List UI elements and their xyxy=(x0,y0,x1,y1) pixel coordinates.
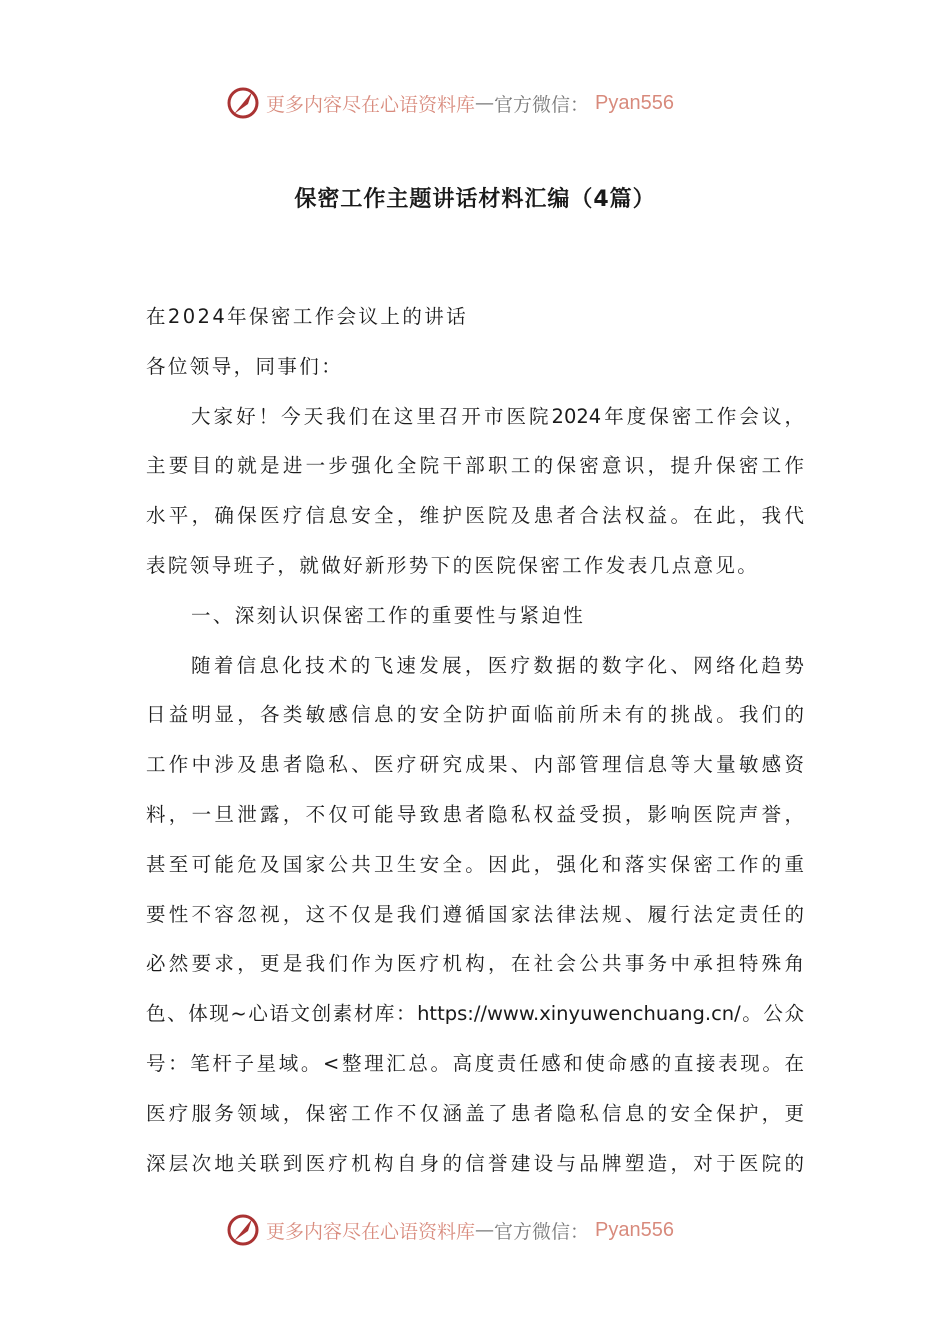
text-line xyxy=(191,602,804,630)
text-line xyxy=(146,1100,804,1128)
text-line-content: 各位领导，同事们： xyxy=(146,354,344,378)
watermark-id: Pyan556 xyxy=(595,91,674,114)
text-line-content: 表院领导班子，就做好新形势下的医院保密工作发表几点意见。 xyxy=(146,554,760,577)
watermark-label: 官方微信： xyxy=(494,93,590,116)
text-line xyxy=(146,701,804,729)
text-line xyxy=(146,353,804,381)
text-line-content: 一、深刻认识保密工作的重要性与紧迫性 xyxy=(191,603,586,627)
text-line-content: 要性不容忽视，这不仅是我们遵循国家法律法规、履行法定责任的 xyxy=(146,902,804,926)
text-line xyxy=(146,1050,804,1078)
text-line-content: 工作中涉及患者隐私、医疗研究成果、内部管理信息等大量敏感资 xyxy=(146,753,804,777)
text-line-content: 水平，确保医疗信息安全，维护医院及患者合法权益。在此，我代 xyxy=(146,504,804,528)
header-watermark xyxy=(226,83,674,123)
text-line-content: 医疗服务领域，保密工作不仅涵盖了患者隐私信息的安全保护，更 xyxy=(146,1101,804,1125)
text-line-content: 随着信息化技术的飞速发展，医疗数据的数字化、网络化趋势 xyxy=(191,653,804,677)
text-line-content: 色、体现~心语文创素材库：https://www.xinyuwenchuang.cn/。公众 xyxy=(146,1002,804,1026)
text-line xyxy=(146,1000,804,1028)
text-line-content: 主要目的就是进一步强化全院干部职工的保密意识，提升保密工作 xyxy=(146,454,804,478)
text-line-content: 料，一旦泄露，不仅可能导致患者隐私权益受损，影响医院声誉， xyxy=(146,803,804,826)
text-line xyxy=(146,552,804,580)
text-line xyxy=(146,801,804,829)
watermark-dash: — xyxy=(475,92,495,114)
watermark-brand: 更多内容尽在心语资料库 xyxy=(266,1220,476,1243)
footer-watermark xyxy=(226,1210,674,1250)
text-line xyxy=(146,950,804,978)
text-line-content: 号：笔杆子星域。<整理汇总。高度责任感和使命感的直接表现。在 xyxy=(146,1052,804,1075)
text-line-content: 深层次地关联到医疗机构自身的信誉建设与品牌塑造，对于医院的 xyxy=(146,1151,804,1175)
text-line-content: 在2024年保密工作会议上的讲话 xyxy=(146,305,469,328)
text-line xyxy=(146,751,804,779)
text-line xyxy=(146,901,804,929)
quill-logo-icon xyxy=(226,86,260,120)
document-title: 保密工作主题讲话材料汇编（4篇） xyxy=(294,187,656,212)
watermark-id: Pyan556 xyxy=(595,1218,674,1241)
text-line-content: 大家好！今天我们在这里召开市医院2024年度保密工作会议， xyxy=(191,404,804,428)
text-line xyxy=(146,502,804,530)
quill-logo-icon xyxy=(226,1213,260,1247)
text-line-content: 甚至可能危及国家公共卫生安全。因此，强化和落实保密工作的重 xyxy=(146,852,804,876)
text-line xyxy=(146,1150,804,1178)
text-line xyxy=(146,452,804,480)
text-line xyxy=(191,403,804,431)
text-line xyxy=(191,652,804,680)
watermark-dash: — xyxy=(475,1219,495,1241)
text-line xyxy=(146,851,804,879)
text-line-content: 必然要求，更是我们作为医疗机构，在社会公共事务中承担特殊角 xyxy=(146,952,804,976)
text-line xyxy=(146,303,804,331)
watermark-label: 官方微信： xyxy=(494,1220,590,1243)
text-line-content: 日益明显，各类敏感信息的安全防护面临前所未有的挑战。我们的 xyxy=(146,703,804,727)
watermark-brand: 更多内容尽在心语资料库 xyxy=(266,93,476,116)
